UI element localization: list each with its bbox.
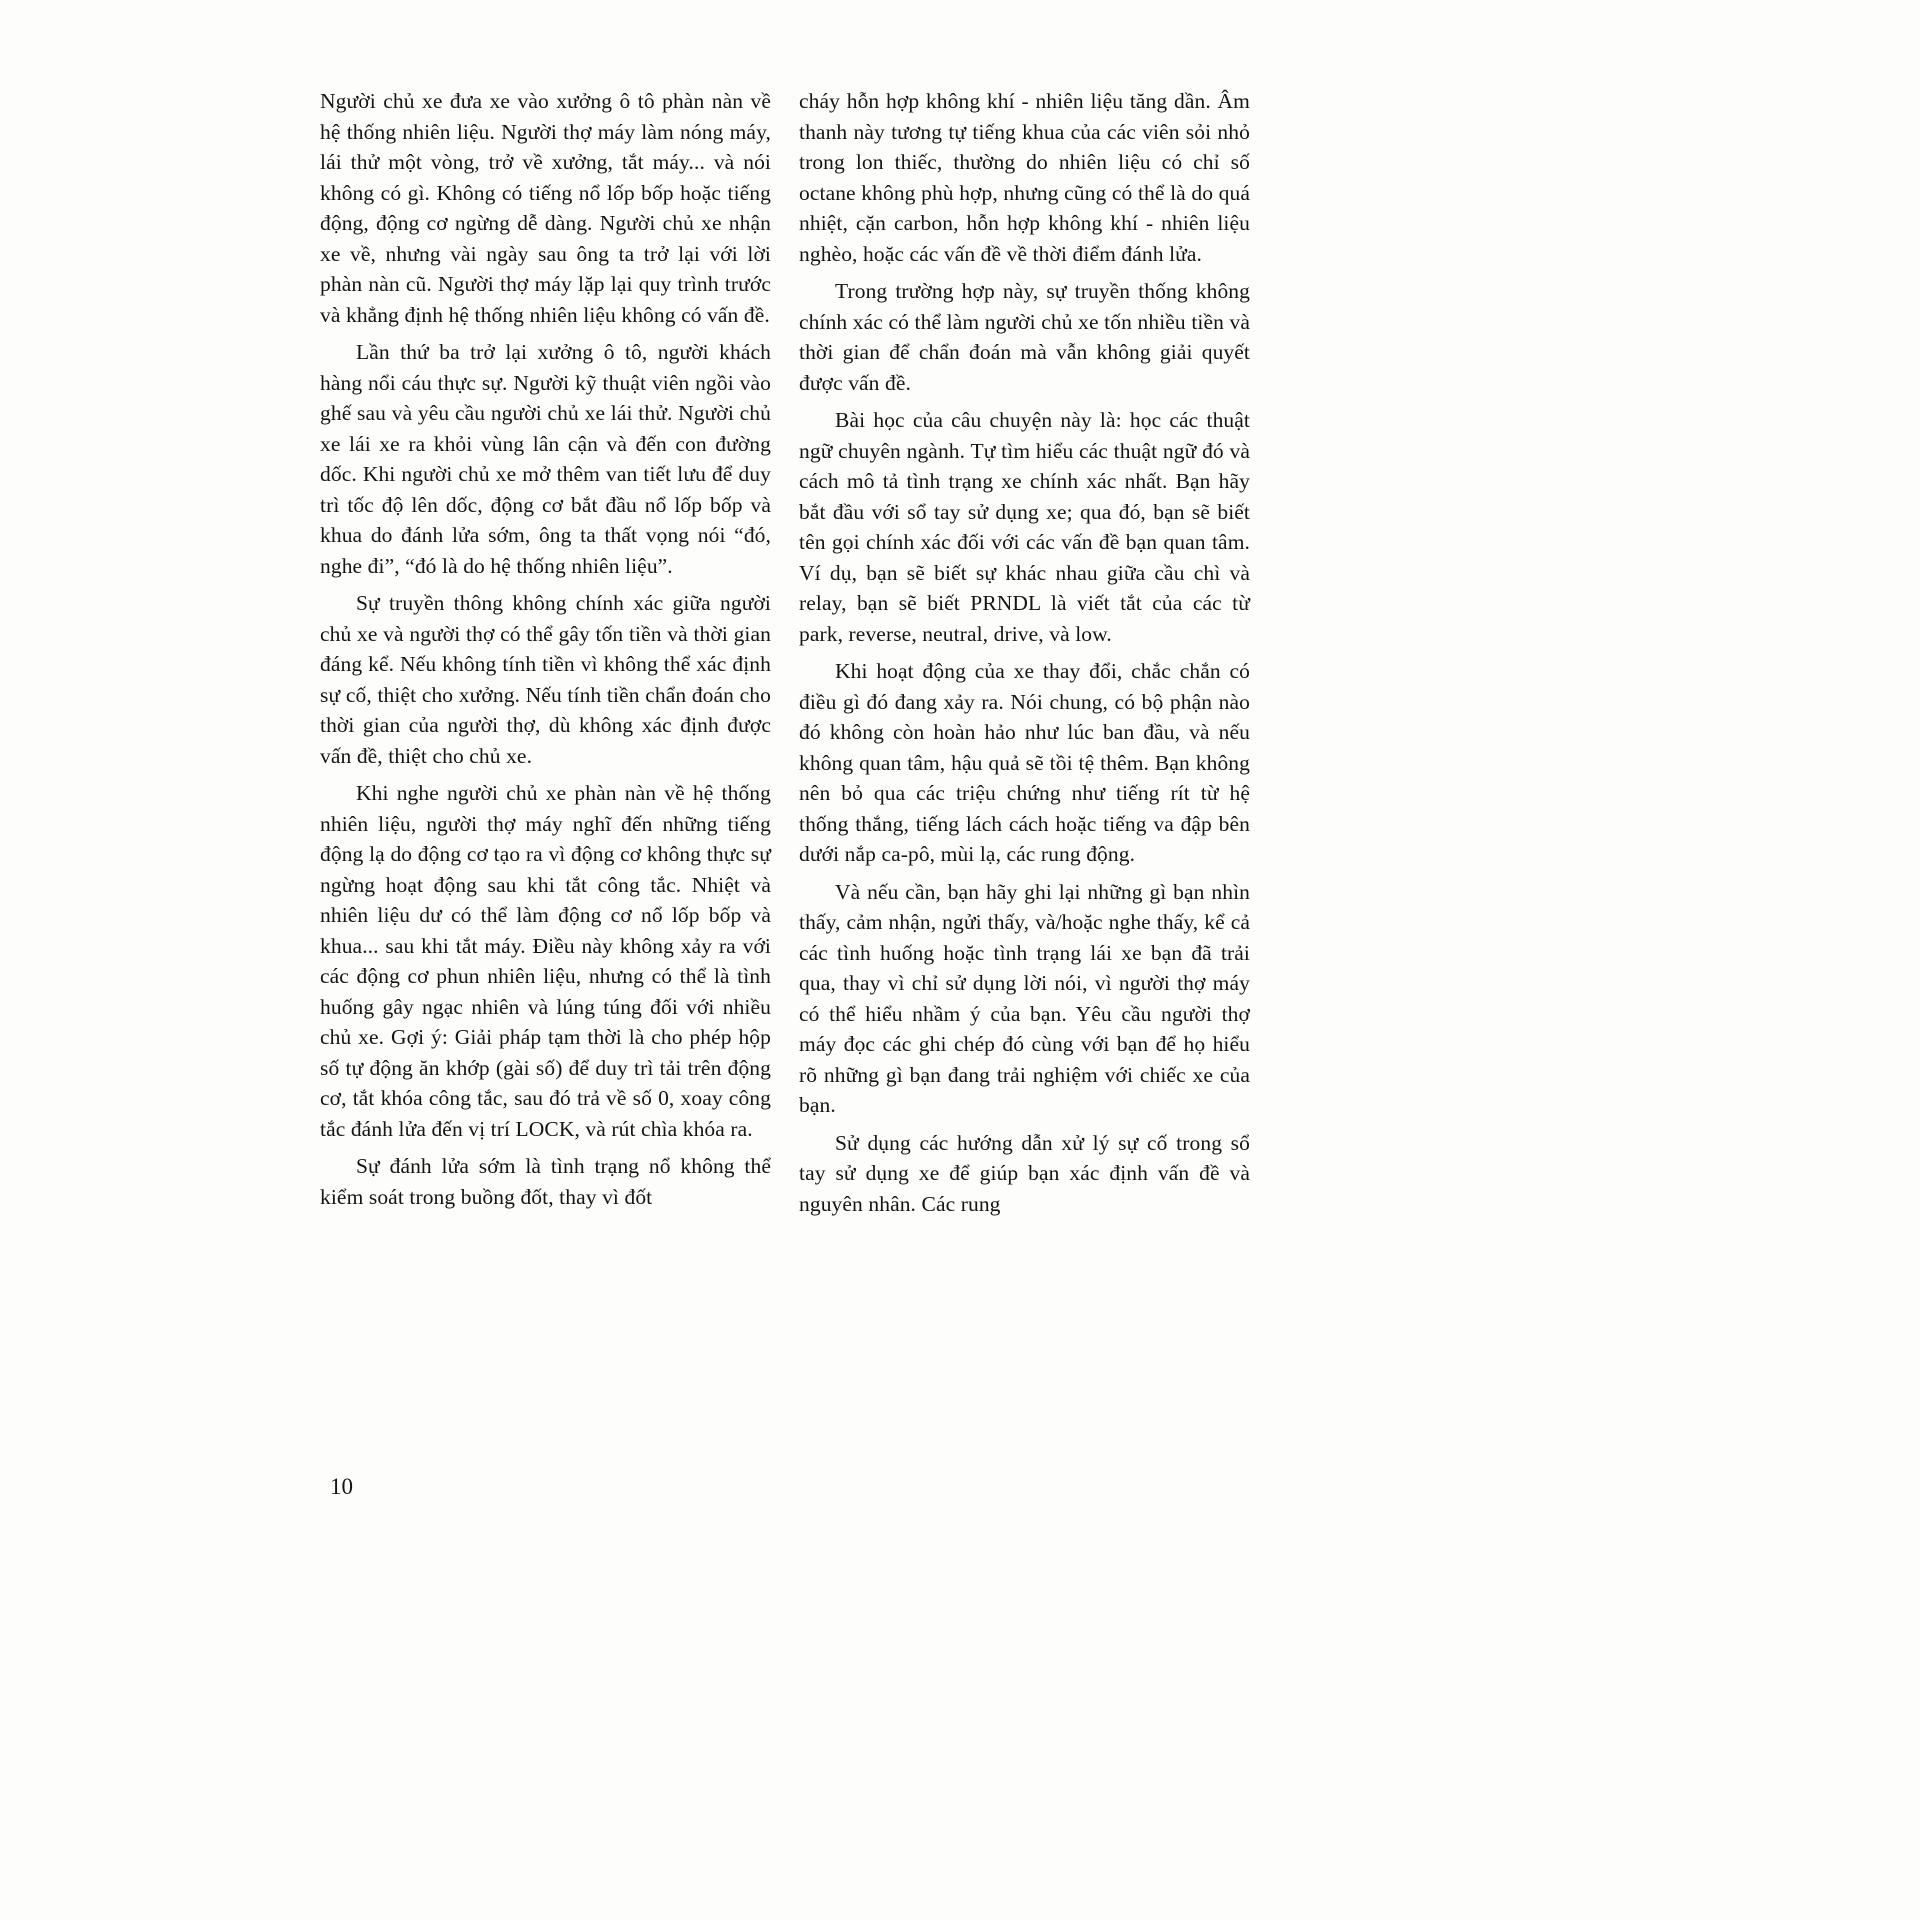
paragraph: Lần thứ ba trở lại xưởng ô tô, người khách hàng nổi cáu thực sự. Người kỹ thuật viên ngồi vào ghế sau và yêu cầu người chủ xe lái thử. Người chủ xe lái xe ra khỏi vùng lân cận và đến con đường dốc. Khi người chủ xe mở thêm van tiết lưu để duy trì tốc độ lên dốc, động cơ bắt đầu nổ lốp bốp và khua do đánh lửa sớm, ông ta thất vọng nói “đó, nghe đi”, “đó là do hệ thống nhiên liệu”. [320, 340, 771, 578]
paragraph: Bài học của câu chuyện này là: học các thuật ngữ chuyên ngành. Tự tìm hiểu các thuật ngữ đó và cách mô tả tình trạng xe chính xác nhất. Bạn hãy bắt đầu với sổ tay sử dụng xe; qua đó, bạn sẽ biết tên gọi chính xác đối với các vấn đề bạn quan tâm. Ví dụ, bạn sẽ biết sự khác nhau giữa cầu chì và relay, bạn sẽ biết PRNDL là viết tắt của các từ park, reverse, neutral, drive, và low. [799, 408, 1250, 646]
paragraph: Sự đánh lửa sớm là tình trạng nổ không thể kiểm soát trong buồng đốt, thay vì đốt [320, 1154, 771, 1209]
right-column [799, 86, 1250, 1226]
paragraph: Khi nghe người chủ xe phàn nàn về hệ thống nhiên liệu, người thợ máy nghĩ đến những tiếng động lạ do động cơ tạo ra vì động cơ không thực sự ngừng hoạt động sau khi tắt công tắc. Nhiệt và nhiên liệu dư có thể làm động cơ nổ lốp bốp và khua... sau khi tắt máy. Điều này không xảy ra với các động cơ phun nhiên liệu, nhưng có thể là tình huống gây ngạc nhiên và lúng túng đối với nhiều chủ xe. Gợi ý: Giải pháp tạm thời là cho phép hộp số tự động ăn khớp (gài số) để duy trì tải trên động cơ, tắt khóa công tắc, sau đó trả về số 0, xoay công tắc đánh lửa đến vị trí LOCK, và rút chìa khóa ra. [320, 781, 771, 1141]
page-number: 10 [330, 1474, 353, 1499]
paragraph: Trong trường hợp này, sự truyền thống không chính xác có thể làm người chủ xe tốn nhiều tiền và thời gian để chẩn đoán mà vẫn không giải quyết được vấn đề. [799, 279, 1250, 395]
paragraph: Người chủ xe đưa xe vào xưởng ô tô phàn nàn về hệ thống nhiên liệu. Người thợ máy làm nóng máy, lái thử một vòng, trở về xưởng, tắt máy... và nói không có gì. Không có tiếng nổ lốp bốp hoặc tiếng động, động cơ ngừng dễ dàng. Người chủ xe nhận xe về, nhưng vài ngày sau ông ta trở lại với lời phàn nàn cũ. Người thợ máy lặp lại quy trình trước và khẳng định hệ thống nhiên liệu không có vấn đề. [320, 89, 771, 327]
paragraph: Và nếu cần, bạn hãy ghi lại những gì bạn nhìn thấy, cảm nhận, ngửi thấy, và/hoặc nghe thấy, kể cả các tình huống hoặc tình trạng lái xe bạn đã trải qua, thay vì chỉ sử dụng lời nói, vì người thợ máy có thể hiểu nhầm ý của bạn. Yêu cầu người thợ máy đọc các ghi chép đó cùng với bạn để họ hiểu rõ những gì bạn đang trải nghiệm với chiếc xe của bạn. [799, 879, 1250, 1117]
paragraph: Sử dụng các hướng dẫn xử lý sự cố trong sổ tay sử dụng xe để giúp bạn xác định vấn đề và nguyên nhân. Các rung [799, 1130, 1250, 1216]
paragraph: cháy hỗn hợp không khí - nhiên liệu tăng dần. Âm thanh này tương tự tiếng khua của các viên sỏi nhỏ trong lon thiếc, thường do nhiên liệu có chỉ số octane không phù hợp, nhưng cũng có thể là do quá nhiệt, cặn carbon, hỗn hợp không khí - nhiên liệu nghèo, hoặc các vấn đề về thời điểm đánh lửa. [799, 89, 1250, 266]
left-column [320, 86, 771, 1226]
text-columns [320, 86, 1250, 1226]
paragraph: Sự truyền thông không chính xác giữa người chủ xe và người thợ có thể gây tốn tiền và thời gian đáng kể. Nếu không tính tiền vì không thể xác định sự cố, thiệt cho xưởng. Nếu tính tiền chẩn đoán cho thời gian của người thợ, dù không xác định được vấn đề, thiệt cho chủ xe. [320, 591, 771, 768]
paragraph: Khi hoạt động của xe thay đổi, chắc chắn có điều gì đó đang xảy ra. Nói chung, có bộ phận nào đó không còn hoàn hảo như lúc ban đầu, và nếu không quan tâm, hậu quả sẽ tồi tệ thêm. Bạn không nên bỏ qua các triệu chứng như tiếng rít từ hệ thống thắng, tiếng lách cách hoặc tiếng va đập bên dưới nắp ca-pô, mùi lạ, các rung động. [799, 659, 1250, 866]
